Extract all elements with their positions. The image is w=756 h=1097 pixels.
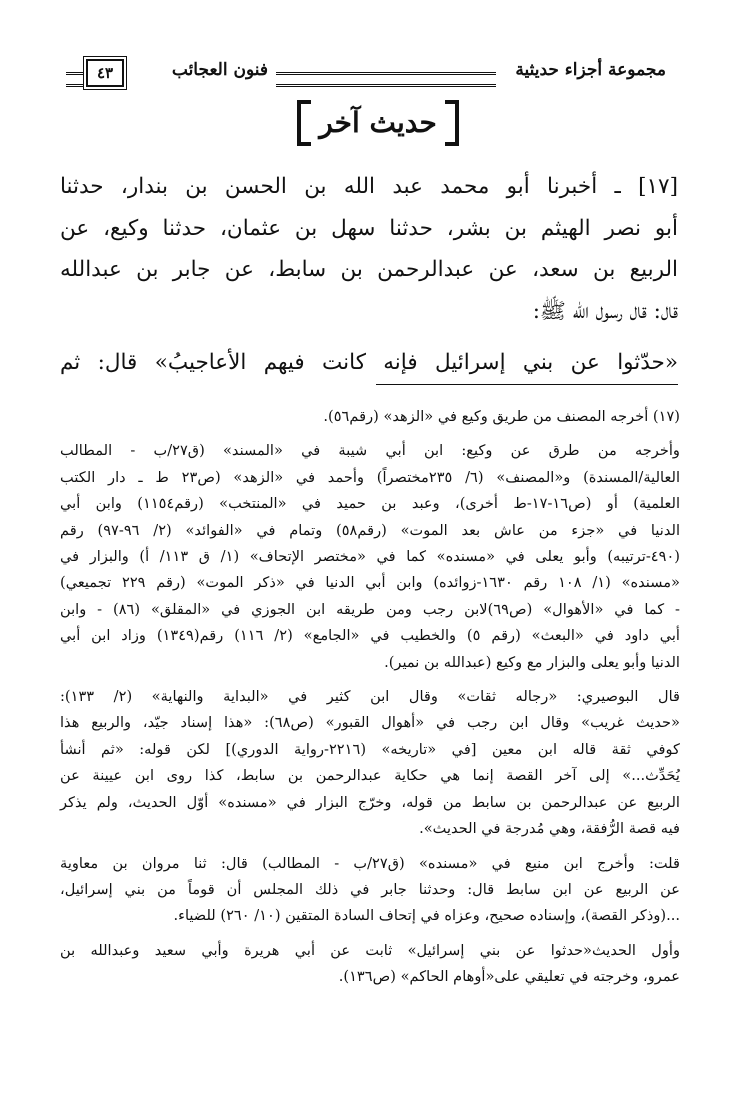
chapter-title: فنون العجائب <box>171 60 268 80</box>
footnote-line: فيه قصة الرُّفقة، وهي مُدرجة في الحديث». <box>419 820 680 838</box>
footnote-line: (٤٩٠-ترتيبه) وأبو يعلى في «مسنده» كما في «مختصر الإتحاف» (١/ ق ١١٣/ أ) والبزار في <box>60 548 680 566</box>
footnote-paragraph <box>60 404 680 430</box>
series-title: مجموعة أجزاء حديثية <box>515 60 666 80</box>
footnote-line: الربيع عن عبدالرحمن بن سابط من قوله، وخرّج البزار في «مسنده» أوّل الحديث، ولم يذكر <box>60 793 680 811</box>
footnote-paragraph <box>60 438 680 676</box>
footnote-line: «مسنده» (١/ ١٠٨ رقم ١٦٣٠-زوائده) وابن أبي الدنيا في «ذكر الموت» (رقم ٢٢٩ تجميعي) <box>60 574 680 592</box>
footnote-separator <box>376 384 678 385</box>
header-ornament-bar-end <box>66 72 84 87</box>
footnote-line: عمرو، وخرجته في تعليقي على«أوهام الحاكم» (ص١٣٦). <box>338 968 680 986</box>
hadith-line: الربيع بن سعد، عن عبدالرحمن بن سابط، عن جابر بن عبدالله <box>60 257 678 282</box>
footnote-line: عن الربيع عن ابن سابط قال: وحدثنا جابر في ذلك المجلس أن قوماً من بني إسرائيل، <box>60 880 680 898</box>
footnote-line: وأخرجه من طرق عن وكيع: ابن أبي شيبة في «المسند» (ق٢٧/ب - المطالب <box>60 442 680 460</box>
footnote-line: يُحَدِّث...» إلى آخر القصة إنما هي حكاية عبدالرحمن بن سابط، كذا روى ابن عيينة عن <box>60 767 680 785</box>
hadith-line: أبو نصر الهيثم بن بشر، حدثنا سهل بن عثمان، حدثنا وكيع، عن <box>60 215 678 241</box>
hadith-line: قال: قال رسول الله ﷺ: <box>532 298 678 324</box>
footnote-line: «حديث غريب» وقال ابن رجب في «أهوال القبور» (ص٦٨): «هذا إسناد جيّد، والربيع هذا <box>60 714 680 732</box>
hadith-text <box>60 166 678 384</box>
footnote-line: قال البوصيري: «رجاله ثقات» وقال ابن كثير في «البداية والنهاية» (٢/ ١٣٣): <box>60 688 680 706</box>
footnote-paragraph <box>60 851 680 930</box>
footnote-line: - كما في «الأهوال» (ص٦٩)لابن رجب ومن طريقه ابن الجوزي في «المقلق» (٨٦) - وابن <box>60 600 680 618</box>
footnote-line: العلمية) أو (ص١٦-١٧-ط أخرى)، وعبد بن حميد في «المنتخب» (رقم١١٥٤) وابن أبي <box>60 495 681 513</box>
footnote-line: ...(وذكر القصة)، وإسناده صحيح، وعزاه في إتحاف السادة المتقين (١٠/ ٢٦٠) للضياء. <box>173 907 680 925</box>
footnotes <box>60 404 680 999</box>
footnote-line: العالية/المسندة) و«المصنف» (٦/ ٢٣٥مختصراً) وأحمد في «الزهد» (ص٢٣ ط ـ دار الكتب <box>60 468 681 486</box>
footnote-line: كوفي ثقة قاله ابن معين [في «تاريخه» (٢٢١٦-رواية الدوري)] لكن قوله: «ثم أنشأ <box>60 740 680 758</box>
footnote-line: الدنيا وأبو يعلى والبزار مع وكيع (عبدالله بن نمير). <box>384 653 680 671</box>
header-ornament-bar <box>276 72 496 87</box>
hadith-line: [١٧] ـ أخبرنا أبو محمد عبد الله بن الحسن بن بندار، حدثنا <box>60 174 678 199</box>
hadith-quote-line: «حدّثوا عن بني إسرائيل فإنه كانت فيهم الأعاجيبُ» قال: ثم <box>60 350 678 375</box>
section-heading <box>0 104 756 142</box>
footnote-line: (١٧) أخرجه المصنف من طريق وكيع في «الزهد» (رقم٥٦). <box>323 408 680 425</box>
page-number: ٤٣ <box>86 59 124 87</box>
footnote-paragraph <box>60 938 680 991</box>
running-header <box>66 58 666 92</box>
footnote-line: أبي داود في «البعث» (رقم ٥) والخطيب في «الجامع» (٢/ ١١٦) رقم(١٣٤٩) وزاد ابن أبي <box>60 627 680 645</box>
footnote-line: الدنيا في «جزء من عاش بعد الموت» (رقم٥٨) وتمام في «الفوائد» (٢/ ٩٦-٩٧) رقم <box>60 521 681 539</box>
footnote-paragraph <box>60 684 680 842</box>
section-title: حديث آخر <box>297 104 459 142</box>
footnote-line: وأول الحديث«حدثوا عن بني إسرائيل» ثابت عن أبي هريرة وأبي سعيد وعبدالله بن <box>60 941 680 959</box>
footnote-line: قلت: وأخرج ابن منيع في «مسنده» (ق٢٧/ب - المطالب) قال: ثنا مروان بن معاوية <box>60 854 680 872</box>
